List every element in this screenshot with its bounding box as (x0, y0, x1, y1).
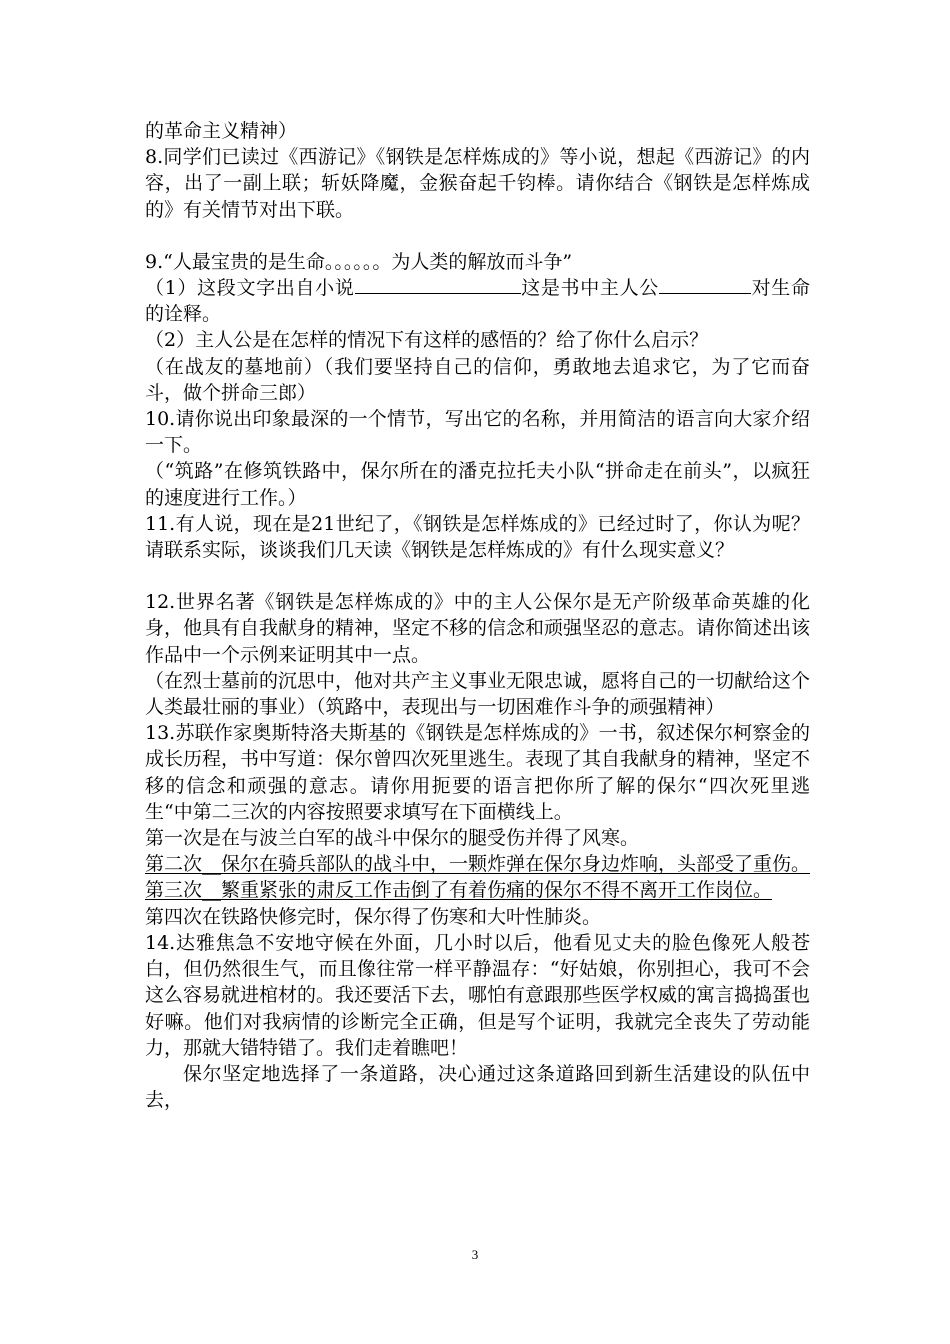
q9-1-text-b: 这是书中主人公 (520, 277, 659, 300)
paragraph-continuation: 的革命主义精神） (145, 120, 298, 142)
question-9-part-1 (145, 275, 810, 327)
answer-10: （“筑路”在修筑铁路中，保尔所在的潘克拉托夫小队“拼命走在前头”，以疯狂的速度进行工作。） (145, 460, 810, 509)
escape-first: 第一次是在与波兰白军的战斗中保尔的腿受伤并得了风寒。 (145, 827, 640, 850)
blank-space (145, 563, 810, 589)
blank-space (145, 223, 810, 249)
question-14-continuation: 保尔坚定地选择了一条道路，决心通过这条道路回到新生活建设的队伍中去， (145, 1062, 810, 1112)
question-10: 10.请你说出印象最深的一个情节，写出它的名称，并用简洁的语言向大家介绍一下。 (145, 408, 810, 457)
question-13: 13.苏联作家奥斯特洛夫斯基的《钢铁是怎样炼成的》一书，叙述保尔柯察金的成长历程，书中写道：保尔曾四次死里逃生。表现了其自我献身的精神，坚定不移的信念和顽强的意志。请你用扼要的语言把你所了解的保尔“四次死里逃生“中第二三次的内容按照要求填写在下面横线上。 (145, 722, 811, 823)
q9-1-text-a: （1）这段文字出自小说 (145, 277, 355, 300)
escape-third: 第三次__繁重紧张的肃反工作击倒了有着伤痛的保尔不得不离开工作岗位。 (145, 879, 773, 902)
answer-12: （在烈士墓前的沉思中，他对共产主义事业无限忠诚，愿将自己的一切献给这个人类最壮丽的事业）（筑路中，表现出与一切困难作斗争的顽强精神） (145, 669, 811, 719)
question-9-part-2: （2）主人公是在怎样的情况下有这样的感悟的？给了你什么启示？ (145, 329, 709, 352)
q9-1-text-c: 对生命的诠释。 (145, 277, 810, 326)
question-11: 11.有人说，现在是21世纪了，《钢铁是怎样炼成的》已经过时了，你认为呢？请联系实际，谈谈我们几天读《钢铁是怎样炼成的》有什么现实意义？ (145, 512, 810, 562)
answer-9: （在战友的墓地前）（我们要坚持自己的信仰，勇敢地去追求它，为了它而奋斗，做个拼命三郎） (145, 355, 810, 404)
escape-second: 第二次__保尔在骑兵部队的战斗中，一颗炸弹在保尔身边炸响，头部受了重伤。 (145, 853, 811, 876)
page-number: 3 (471, 1247, 479, 1262)
question-9: 9.“人最宝贵的是生命。。。。。。为人类的解放而斗争” (145, 250, 573, 273)
escape-fourth: 第四次在铁路快修完时，保尔得了伤寒和大叶性肺炎。 (145, 905, 602, 928)
question-12: 12.世界名著《钢铁是怎样炼成的》中的主人公保尔是无产阶级革命英雄的化身，他具有自我献身的精神，坚定不移的信念和顽强坚忍的意志。请你简述出该作品中一个示例来证明其中一点。 (145, 591, 811, 666)
answer-blank-novel[interactable] (355, 292, 521, 294)
document-body (145, 118, 810, 1113)
answer-blank-protagonist[interactable] (659, 292, 751, 294)
question-8: 8.同学们已读过《西游记》《钢铁是怎样炼成的》等小说，想起《西游记》的内容，出了一副上联；斩妖降魔，金猴奋起千钧棒。请你结合《钢铁是怎样炼成的》有关情节对出下联。 (145, 146, 810, 221)
question-14: 14.达雅焦急不安地守候在外面，几小时以后，他看见丈夫的脸色像死人般苍白，但仍然很生气，而且像往常一样平静温存：“好姑娘，你别担心，我可不会这么容易就进棺材的。我还要活下去，哪怕有意跟那些医学权威的寓言捣捣蛋也好嘛。他们对我病情的诊断完全正确，但是写个证明，我就完全丧失了劳动能力，那就大错特错了。我们走着瞧吧！ (145, 931, 811, 1059)
